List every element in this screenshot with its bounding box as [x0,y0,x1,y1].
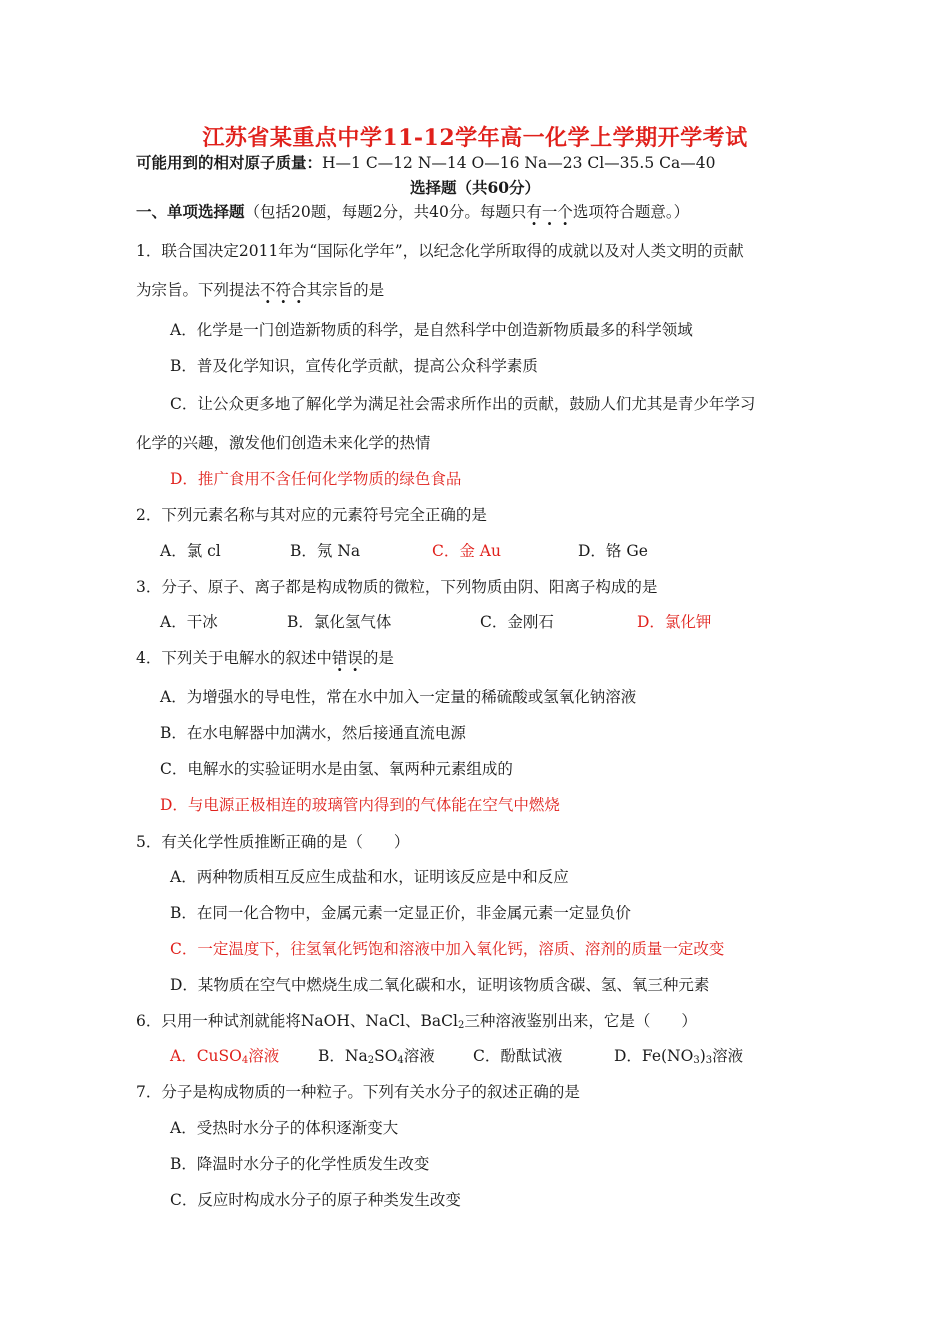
q7-option-b: B．降温时水分子的化学性质发生改变 [170,1155,430,1173]
q6-stem-part2: 三种溶液鉴别出来，它是（ ） [464,1012,697,1030]
q4-option-c: C．电解水的实验证明水是由氢、氧两种元素组成的 [160,760,513,778]
q4-stem [136,648,394,668]
q5-option-c-answer: C．一定温度下，往氢氧化钙饱和溶液中加入氧化钙，溶质、溶剂的质量一定改变 [170,940,725,958]
q7-option-a: A．受热时水分子的体积逐渐变大 [170,1119,399,1137]
part1-desc-emphasis: 有一个 [526,203,573,221]
q2-option-b: B．氖 Na [290,542,361,560]
exam-title: 江苏省某重点中学11-12学年高一化学上学期开学考试 [202,125,748,151]
q6-option-b-part2: SO [374,1047,398,1065]
q6-option-c: C．酚酞试液 [473,1047,563,1065]
q3-option-a: A．干冰 [160,613,218,631]
q5-option-a: A．两种物质相互反应生成盐和水，证明该反应是中和反应 [170,868,569,886]
part1-desc-after: 选项符合题意。） [572,203,690,221]
q1-option-d-answer: D．推广食用不含任何化学物质的绿色食品 [170,470,462,488]
atomic-mass-line [136,153,715,173]
q6-option-b-subscript1: 2 [367,1055,375,1066]
atomic-mass-values: H—1 C—12 N—14 O—16 Na—23 Cl—35.5 Ca—40 [322,154,716,172]
q6-option-a-subscript: 4 [241,1055,249,1066]
q6-option-a-part2: 溶液 [248,1047,280,1065]
q2-stem: 2．下列元素名称与其对应的元素符号完全正确的是 [136,506,487,524]
q5-stem: 5．有关化学性质推断正确的是（ ） [136,833,410,851]
q6-option-a-part1: A．CuSO [170,1047,242,1065]
q4-option-d-answer: D．与电源正极相连的玻璃管内得到的气体能在空气中燃烧 [160,796,560,814]
q6-option-b-subscript2: 4 [397,1055,404,1066]
q6-option-d-subscript2: 3 [705,1055,713,1066]
q6-option-d-part1: D．Fe(NO [614,1047,694,1065]
q4-stem-emphasis: 错误 [331,649,363,667]
q4-option-b: B．在水电解器中加满水，然后接通直流电源 [160,724,466,742]
q2-option-d: D．铬 Ge [578,542,648,560]
q6-option-b-part1: B．Na [318,1047,368,1065]
q4-option-a: A．为增强水的导电性，常在水中加入一定量的稀硫酸或氢氧化钠溶液 [160,688,637,706]
q2-option-a: A．氯 cl [160,542,221,560]
q1-stem-emphasis: 不符合 [260,281,307,299]
q1-stem-before: 为宗旨。下列提法 [136,281,261,299]
q6-option-d-part2: ) [699,1047,706,1065]
q6-option-b [318,1046,435,1071]
part1-header [136,202,689,222]
q6-option-d [614,1046,743,1071]
q4-stem-after: 的是 [362,649,394,667]
q1-option-c-line2: 化学的兴趣，激发他们创造未来化学的热情 [136,434,431,452]
part1-label: 一、单项选择题 [136,202,245,221]
q5-option-b: B．在同一化合物中，金属元素一定显正价，非金属元素一定显负价 [170,904,631,922]
q3-stem: 3．分子、原子、离子都是构成物质的微粒，下列物质由阴、阳离子构成的是 [136,578,658,596]
q7-option-c: C．反应时构成水分子的原子种类发生改变 [170,1191,461,1209]
q1-stem-after: 其宗旨的是 [306,281,385,299]
q1-option-a: A．化学是一门创造新物质的科学，是自然科学中创造新物质最多的科学领域 [170,321,693,339]
q5-option-d: D．某物质在空气中燃烧生成二氧化碳和水，证明该物质含碳、氢、氧三种元素 [170,976,710,994]
q1-option-c-line1: C．让公众更多地了解化学为满足社会需求所作出的贡献，鼓励人们尤其是青少年学习 [170,395,756,413]
q6-stem-part1: 6．只用一种试剂就能将NaOH、NaCl、BaCl [136,1012,458,1030]
q3-option-d-answer: D．氯化钾 [637,613,712,631]
q1-stem-line1: 1．联合国决定2011年为“国际化学年”，以纪念化学所取得的成就以及对人类文明的贡献 [136,242,744,260]
atomic-mass-label: 可能用到的相对原子质量： [136,153,323,172]
q6-option-a-answer [170,1046,279,1071]
section-header: 选择题（共60分） [409,178,541,197]
q3-option-c: C．金刚石 [480,613,554,631]
q3-option-b: B．氯化氢气体 [287,613,392,631]
q1-stem-line2 [136,280,384,300]
q6-stem-subscript: 2 [457,1020,465,1031]
q4-stem-before: 4．下列关于电解水的叙述中 [136,649,332,667]
q6-option-d-subscript1: 3 [693,1055,700,1066]
q6-stem [136,1011,697,1036]
q6-option-b-part3: 溶液 [403,1047,435,1065]
q2-option-c-answer: C．金 Au [432,542,501,560]
q6-option-d-part3: 溶液 [712,1047,744,1065]
q1-option-b: B．普及化学知识，宣传化学贡献，提高公众科学素质 [170,357,538,375]
q7-stem: 7．分子是构成物质的一种粒子。下列有关水分子的叙述正确的是 [136,1083,580,1101]
part1-desc-before: （包括20题，每题2分，共40分。每题只 [244,203,527,221]
